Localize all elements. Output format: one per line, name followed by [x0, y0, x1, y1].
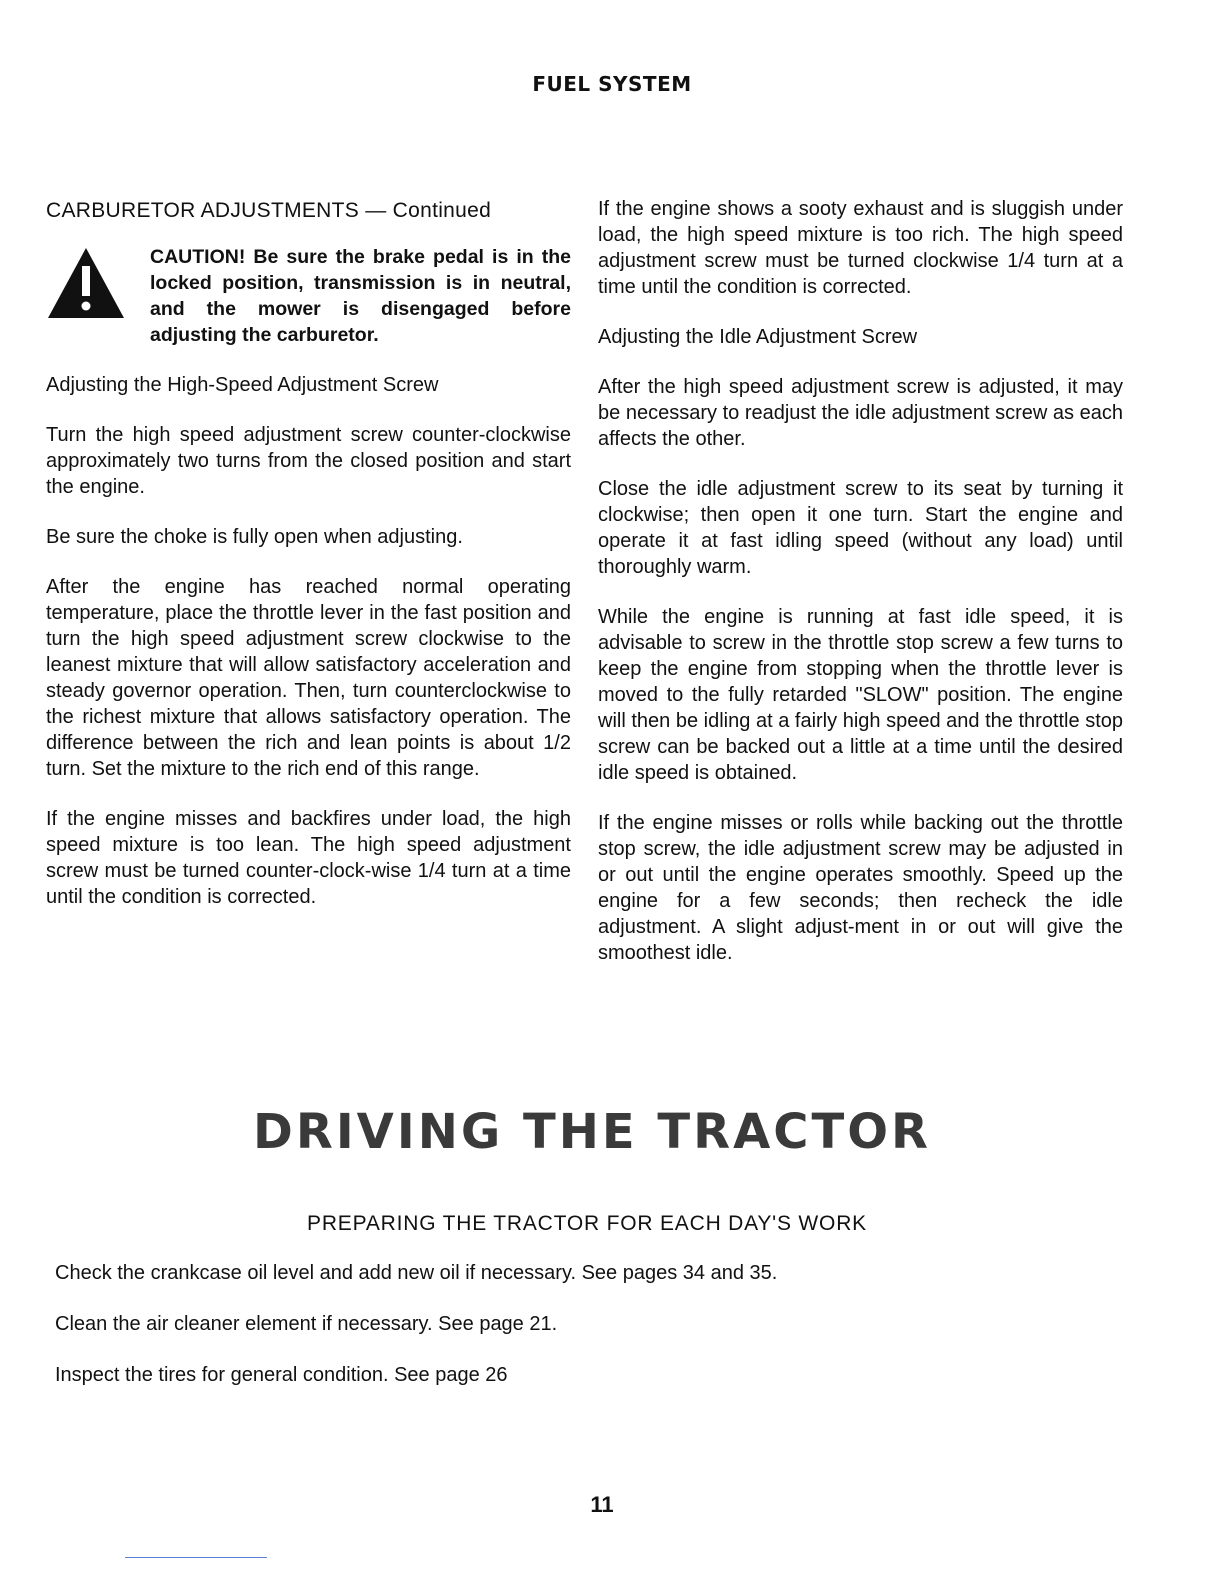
left-paragraph: Be sure the choke is fully open when adjusting.	[46, 526, 463, 548]
checklist-text: Inspect the tires for general condition.	[55, 1364, 389, 1386]
sub-title: PREPARING THE TRACTOR FOR EACH DAY'S WORK	[307, 1212, 867, 1235]
high-speed-subheading: Adjusting the High-Speed Adjustment Screw	[46, 374, 439, 396]
footer-rule	[125, 1557, 267, 1558]
caution-text: CAUTION! Be sure the brake pedal is in the locked position, transmission is in neutral, and the mower is disengaged before adjusting the carburetor.	[150, 246, 571, 346]
right-column	[598, 196, 1123, 990]
checklist-item	[55, 1313, 1155, 1336]
section-title: CARBURETOR ADJUSTMENTS — Continued	[46, 199, 492, 222]
checklist-text: Check the crankcase oil level and add new oil if necessary.	[55, 1262, 577, 1284]
idle-subheading: Adjusting the Idle Adjustment Screw	[598, 326, 918, 348]
checklist-text: Clean the air cleaner element if necessary.	[55, 1313, 433, 1335]
page-header: FUEL SYSTEM	[532, 72, 692, 96]
page-reference: See page 21.	[438, 1313, 558, 1335]
right-paragraph: If the engine misses or rolls while backing out the throttle stop screw, the idle adjustment screw may be adjusted in or out until the engine operates smoothly. Speed up the engine for a few seconds; then recheck the idle adjustment. A slight adjust-ment in or out will give the smoothest idle.	[598, 812, 1123, 964]
checklist-item	[55, 1262, 1155, 1285]
left-paragraph: Turn the high speed adjustment screw counter-clockwise approximately two turns from the closed position and start the engine.	[46, 424, 571, 498]
warning-triangle-icon	[46, 246, 126, 320]
main-title: DRIVING THE TRACTOR	[253, 1104, 931, 1160]
left-paragraph: If the engine misses and backfires under load, the high speed mixture is too lean. The high speed adjustment screw must be turned counter-clock-wise 1/4 turn at a time until the condition is corrected.	[46, 808, 571, 908]
page-reference: See pages 34 and 35.	[581, 1262, 778, 1284]
right-paragraph: Close the idle adjustment screw to its seat by turning it clockwise; then open it one turn. Start the engine and operate it at fast idling speed (without any load) until thoroughly warm.	[598, 478, 1123, 578]
page-reference: See page 26	[394, 1364, 508, 1386]
caution-block	[46, 244, 571, 348]
checklist-item	[55, 1364, 1155, 1387]
left-paragraph: After the engine has reached normal operating temperature, place the throttle lever in the fast position and turn the high speed adjustment screw clockwise to the leanest mixture that will allow satisfactory acceleration and steady governor operation. Then, turn counterclockwise to the richest mixture that allows satisfactory operation. The difference between the rich and lean points is about 1/2 turn. Set the mixture to the rich end of this range.	[46, 576, 571, 780]
right-paragraph: While the engine is running at fast idle speed, it is advisable to screw in the throttle stop screw a few turns to keep the engine from stopping when the throttle lever is moved to the fully retarded "SLOW" position. The engine will then be idling at a fairly high speed and the throttle stop screw can be backed out a little at a time until the desired idle speed is obtained.	[598, 606, 1123, 784]
page-number: 11	[590, 1492, 614, 1517]
right-intro: If the engine shows a sooty exhaust and is sluggish under load, the high speed mixture is too rich. The high speed adjustment screw must be turned clockwise 1/4 turn at a time until the condition is corrected.	[598, 198, 1123, 298]
left-column	[46, 198, 571, 934]
right-paragraph: After the high speed adjustment screw is adjusted, it may be necessary to readjust the idle adjustment screw as each affects the other.	[598, 376, 1123, 450]
